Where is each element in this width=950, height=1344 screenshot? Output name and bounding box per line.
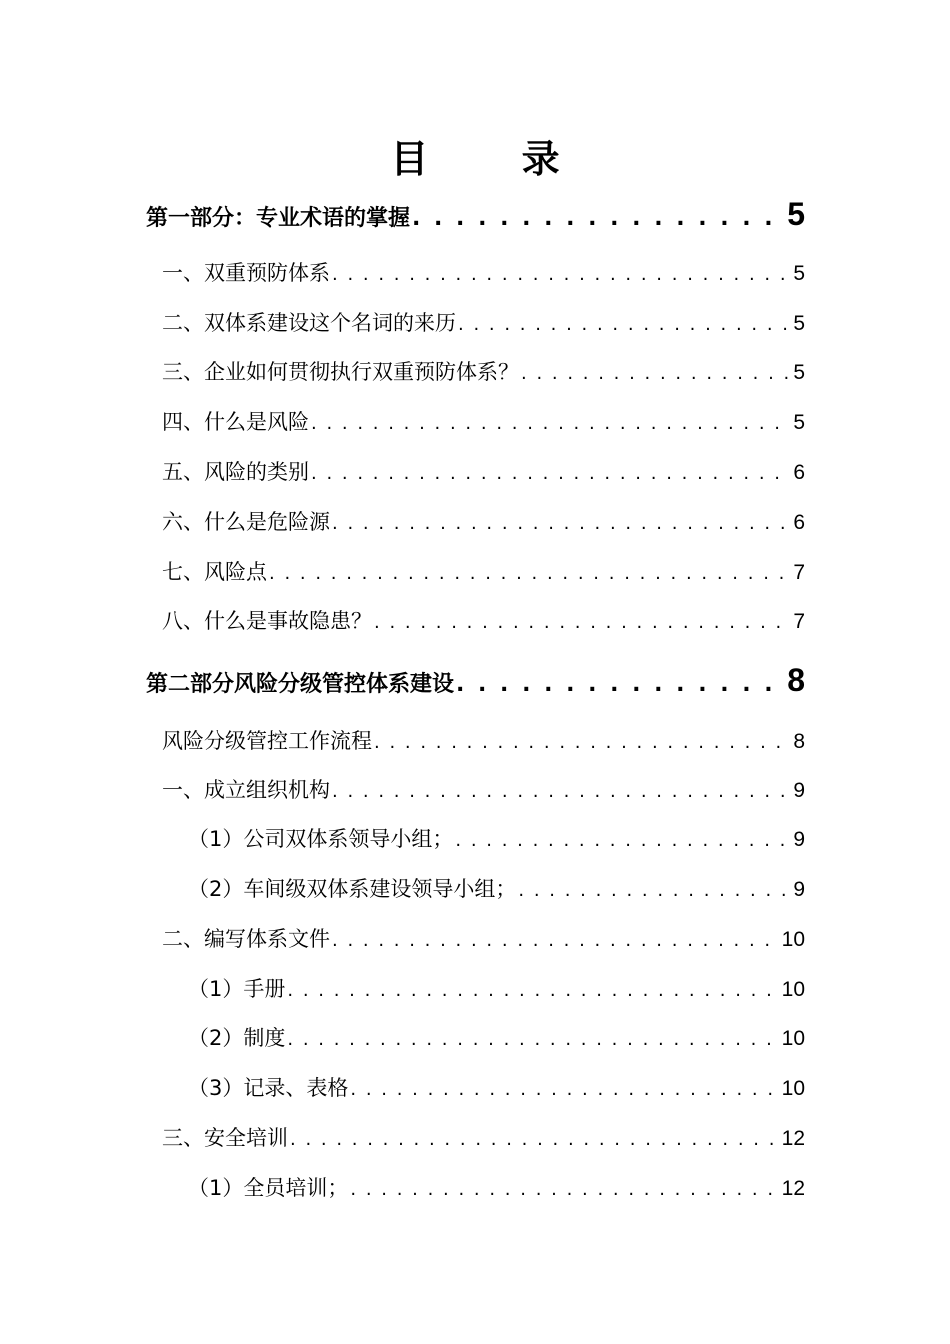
toc-entry[interactable]	[162, 406, 805, 436]
toc-entry[interactable]	[162, 257, 805, 287]
dot-leader	[332, 513, 791, 534]
toc-entry-text: 七、风险点	[162, 560, 267, 584]
toc-entry-text: （2）制度	[188, 1026, 286, 1050]
toc-entry-text: （1）手册	[188, 977, 286, 1001]
toc-entry[interactable]	[188, 1172, 805, 1202]
toc-entry-text: 三、安全培训	[162, 1126, 288, 1150]
toc-page-number: 6	[793, 461, 805, 484]
dot-leader	[350, 1079, 779, 1100]
dot-leader	[374, 612, 791, 633]
toc-entry-text: 一、成立组织机构	[162, 778, 330, 802]
toc-entry-text: 二、双体系建设这个名词的来历	[162, 311, 456, 335]
toc-entry[interactable]	[188, 1022, 805, 1052]
dot-leader	[332, 781, 791, 802]
toc-title: 目 录	[390, 137, 600, 181]
toc-entry-part-2[interactable]	[146, 662, 805, 699]
toc-page-number: 6	[793, 511, 805, 534]
toc-entry-text: （1）公司双体系领导小组；	[188, 827, 454, 851]
toc-page-number: 5	[793, 312, 805, 335]
dot-leader	[374, 732, 791, 753]
toc-entry-text: 二、编写体系文件	[162, 927, 330, 951]
toc-entry[interactable]	[162, 556, 805, 586]
toc-entry[interactable]	[162, 923, 805, 953]
dot-leader	[311, 463, 791, 484]
toc-page-number: 8	[793, 730, 805, 753]
toc-page-number: 9	[793, 878, 805, 901]
dot-leader	[269, 563, 791, 584]
toc-entry-text: 第一部分：专业术语的掌握	[146, 206, 411, 231]
dot-leader	[350, 1179, 779, 1200]
toc-entry-part-1[interactable]	[146, 196, 805, 233]
toc-page-number: 7	[793, 610, 805, 633]
toc-page-number: 5	[793, 411, 805, 434]
toc-page-number: 12	[781, 1177, 805, 1200]
dot-leader	[458, 314, 791, 335]
dot-leader	[287, 980, 779, 1001]
toc-page-number: 12	[781, 1127, 805, 1150]
toc-page-number: 9	[793, 779, 805, 802]
toc-page-number: 5	[793, 361, 805, 384]
dot-leader	[456, 672, 785, 697]
toc-entry[interactable]	[162, 774, 805, 804]
toc-entry-text: 八、什么是事故隐患？	[162, 609, 372, 633]
toc-entry[interactable]	[188, 1072, 805, 1102]
toc-entry[interactable]	[188, 873, 805, 903]
toc-page-number: 5	[787, 196, 805, 232]
dot-leader	[332, 930, 780, 951]
toc-entry[interactable]	[162, 506, 805, 536]
toc-entry-text: 第二部分风险分级管控体系建设	[146, 672, 455, 697]
toc-page-number: 10	[781, 978, 805, 1001]
toc-entry-text: （2）车间级双体系建设领导小组；	[188, 877, 517, 901]
toc-entry[interactable]	[162, 456, 805, 486]
dot-leader	[455, 830, 791, 851]
toc-entry[interactable]	[162, 307, 805, 337]
toc-entry[interactable]	[162, 605, 805, 635]
toc-page-number: 10	[781, 928, 805, 951]
dot-leader	[518, 880, 791, 901]
toc-entry-text: 三、企业如何贯彻执行双重预防体系？	[162, 360, 519, 384]
dot-leader	[332, 264, 791, 285]
dot-leader	[521, 363, 791, 384]
toc-entry[interactable]	[188, 973, 805, 1003]
toc-entry-text: 五、风险的类别	[162, 460, 309, 484]
toc-entry-text: （1）全员培训；	[188, 1176, 349, 1200]
toc-page-number: 8	[787, 662, 805, 698]
toc-entry[interactable]	[162, 725, 805, 755]
toc-page-number: 7	[793, 561, 805, 584]
toc-entry-text: 一、双重预防体系	[162, 261, 330, 285]
toc-entry-text: 四、什么是风险	[162, 410, 309, 434]
toc-page-number: 9	[793, 828, 805, 851]
dot-leader	[412, 206, 785, 231]
toc-entry[interactable]	[162, 1122, 805, 1152]
toc-entry[interactable]	[188, 823, 805, 853]
toc-entry-text: 六、什么是危险源	[162, 510, 330, 534]
toc-entry[interactable]	[162, 356, 805, 386]
dot-leader	[290, 1129, 780, 1150]
toc-page-number: 5	[793, 262, 805, 285]
toc-page-number: 10	[781, 1077, 805, 1100]
dot-leader	[311, 413, 791, 434]
toc-entry-text: （3）记录、表格	[188, 1076, 349, 1100]
toc-entry-text: 风险分级管控工作流程	[162, 729, 372, 753]
toc-page-number: 10	[781, 1027, 805, 1050]
dot-leader	[287, 1029, 779, 1050]
